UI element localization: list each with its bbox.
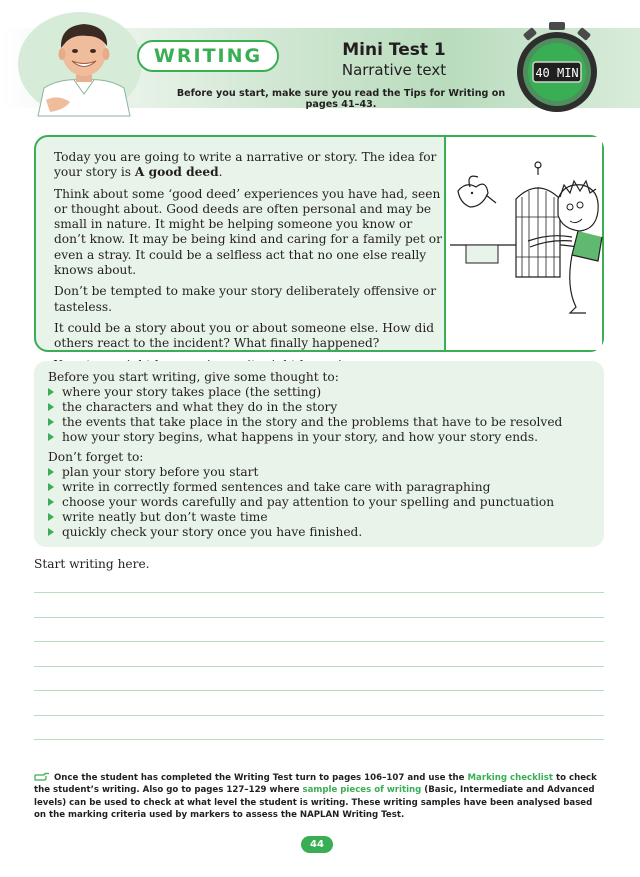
- checklist-lead-2: Don’t forget to:: [48, 450, 144, 464]
- writing-line[interactable]: [34, 690, 604, 691]
- writing-line[interactable]: [34, 739, 604, 740]
- bullet-icon: [48, 388, 54, 396]
- list-item: write neatly but don’t waste time: [46, 510, 596, 525]
- list-item: the events that take place in the story and the problems that have to be resolved: [46, 415, 596, 430]
- page-number: 44: [301, 836, 333, 853]
- boy-illustration: [30, 14, 138, 116]
- list-item: choose your words carefully and pay attention to your spelling and punctuation: [46, 495, 596, 510]
- bullet-icon: [48, 498, 54, 506]
- teacher-note: Once the student has completed the Writing Test turn to pages 106–107 and use the Marking checklist to check the student’s writing. Also go to pages 127–129 where sample pieces of writing (Basic, Intermediate and Advanced levels) can be used to check at what level the student is writing. These writing samples have been analysed based on the marking criteria used by markers to assess the NAPLAN Writing Test.: [34, 773, 597, 820]
- checklist-lead-1: Before you start writing, give some thought to:: [48, 370, 339, 384]
- birdcage-illustration: [446, 137, 602, 350]
- marking-checklist-link[interactable]: Marking checklist: [467, 773, 553, 783]
- test-title: Mini Test 1: [342, 40, 446, 60]
- sample-writing-link[interactable]: sample pieces of writing: [302, 785, 422, 796]
- writing-line[interactable]: [34, 641, 604, 642]
- list-item: how your story begins, what happens in your story, and how your story ends.: [46, 430, 596, 445]
- list-item: where your story takes place (the setting): [46, 385, 596, 400]
- writing-line[interactable]: [34, 666, 604, 667]
- prompt-paragraph-3: Don’t be tempted to make your story deliberately offensive or tasteless.: [54, 284, 437, 314]
- writing-prompt: Start writing here.: [34, 557, 150, 571]
- bullet-icon: [48, 433, 54, 441]
- writing-line[interactable]: [34, 617, 604, 618]
- prompt-paragraph-2: Think about some ‘good deed’ experiences you have had, seen or thought about. Good deeds are often personal and may be small in nature. It might be helping someone you know or don’t know. It may be being kind and caring for a family pet or even a stray. It could be a selfless act that no one else really knows about.: [54, 186, 442, 278]
- tips-instruction: Before you start, make sure you read the Tips for Writing on pages 41–43.: [176, 88, 506, 110]
- checklist-box: [34, 361, 604, 547]
- writing-line[interactable]: [34, 715, 604, 716]
- section-label: WRITING: [137, 40, 279, 72]
- timer-text: 40 MIN: [535, 66, 579, 80]
- pointing-hand-icon: [34, 772, 50, 781]
- stopwatch-icon: [512, 22, 602, 114]
- test-subtitle: Narrative text: [341, 61, 447, 79]
- list-item: plan your story before you start: [46, 465, 596, 480]
- bullet-icon: [48, 483, 54, 491]
- list-item: write in correctly formed sentences and take care with paragraphing: [46, 480, 596, 495]
- checklist-reminders: [46, 465, 596, 540]
- prompt-intro: Today you are going to write a narrative or story. The idea for your story is A good deed.: [54, 150, 437, 180]
- prompt-paragraph-4: It could be a story about you or about someone else. How did others react to the incident? What finally happened?: [54, 320, 435, 351]
- checklist-thoughts: [46, 385, 596, 445]
- prompt-text: [54, 150, 442, 379]
- writing-line[interactable]: [34, 592, 604, 593]
- bullet-icon: [48, 403, 54, 411]
- list-item: the characters and what they do in the story: [46, 400, 596, 415]
- bullet-icon: [48, 468, 54, 476]
- bullet-icon: [48, 528, 54, 536]
- prompt-box: [34, 135, 604, 352]
- bullet-icon: [48, 513, 54, 521]
- bullet-icon: [48, 418, 54, 426]
- prompt-topic: A good deed: [134, 165, 219, 180]
- list-item: quickly check your story once you have finished.: [46, 525, 596, 540]
